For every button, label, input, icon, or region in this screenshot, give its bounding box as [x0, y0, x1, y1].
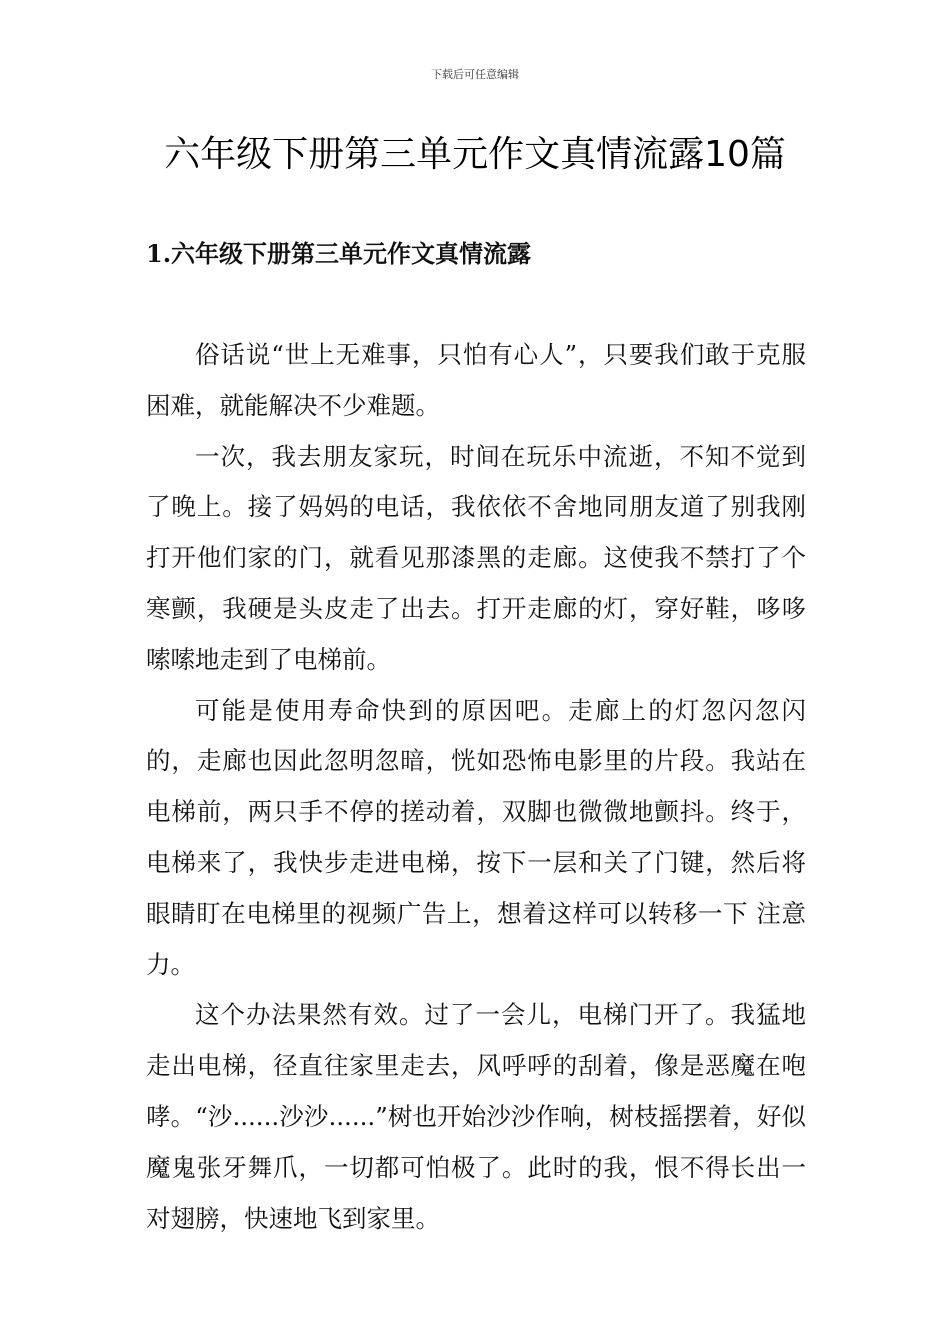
section-heading: 1.六年级下册第三单元作文真情流露 — [146, 239, 532, 268]
essay-body — [146, 330, 806, 1244]
paragraph: 俗话说“世上无难事，只怕有心人”，只要我们敢于克服困难，就能解决不少难题。 — [146, 340, 806, 420]
paragraph: 可能是使用寿命快到的原因吧。走廊上的灯忽闪忽闪的，走廊也因此忽明忽暗，恍如恐怖电影里的片段。我站在电梯前，两只手不停的搓动着，双脚也微微地颤抖。终于，电梯来了，我快步走进电梯，按下一层和关了门键，然后将眼睛盯在电梯里的视频广告上，想着这样可以转移一下 注意力。 — [146, 695, 806, 979]
header-note: 下载后可任意编辑 — [431, 68, 519, 81]
document-title: 六年级下册第三单元作文真情流露10篇 — [164, 134, 786, 175]
paragraph: 一次，我去朋友家玩，时间在玩乐中流逝，不知不觉到了晚上。接了妈妈的电话，我依依不舍地同朋友道了别我刚打开他们家的门，就看见那漆黑的走廊。这使我不禁打了个寒颤，我硬是头皮走了出去。打开走廊的灯，穿好鞋，哆哆嗦嗦地走到了电梯前。 — [146, 441, 806, 674]
paragraph: 这个办法果然有效。过了一会儿，电梯门开了。我猛地走出电梯，径直往家里走去，风呼呼的刮着，像是恶魔在咆哮。“沙......沙沙......”树也开始沙沙作响，树枝摇摆着，好似魔鬼张牙舞爪，一切都可怕极了。此时的我，恨不得长出一对翅膀，快速地飞到家里。 — [146, 1000, 806, 1233]
